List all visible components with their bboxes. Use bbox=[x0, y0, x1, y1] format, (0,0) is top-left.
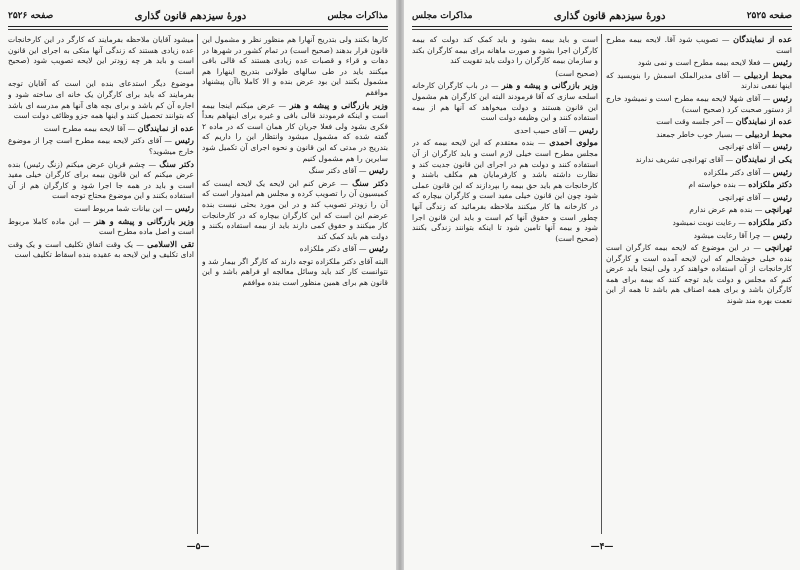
text-column-right bbox=[606, 34, 792, 534]
column-divider bbox=[197, 34, 198, 534]
paragraph-text: تصویب شود آقا. لایحه بیمه مطرح است bbox=[606, 35, 792, 55]
paragraph-text: بنده خواسته ام bbox=[688, 180, 736, 190]
speaker-name: تهرانچی bbox=[764, 242, 792, 253]
paragraph: رئیس — آقای شهلا لایحه بیمه مطرح است و نمیشود خارج از دستور صحبت کرد (صحیح است) bbox=[606, 92, 792, 114]
speaker-name: رئیس bbox=[772, 92, 792, 103]
paragraph: دکتر ملکزاده — رعایت نوبت نمیشود bbox=[672, 216, 792, 227]
paragraph-text: آقای دکتر سنگ bbox=[308, 166, 357, 176]
paragraph-text: آقای مدیرالملک اسمش را بنویسید که اینها نفعی ندارند bbox=[606, 70, 792, 91]
paragraph-text: عرض میکنم اینجا بیمه است و اینکه فرمودند قالی بافی و غیره برای اینهاهم بعداً فکری بشود ولی فعلا جریان کار همان است که در ماده ۲ گفته شده که مشمول میشود وانتظار این را داریم که بتدریج در مدتی که این قانون و نحوه اجرای آن تکمیل شود سایرین را هم مشمول کنیم bbox=[202, 100, 388, 163]
paragraph: دکتر ملکزاده — بنده خواسته ام bbox=[688, 179, 792, 190]
speaker-name: رئیس bbox=[772, 141, 792, 152]
speaker-name: یکی از نمایندگان bbox=[735, 153, 792, 164]
speaker-name: وزیر بازرگانی و پیشه و هنر bbox=[94, 215, 194, 226]
text-column-left bbox=[8, 34, 194, 534]
page-number: صفحه ۲۵۲۶ bbox=[8, 11, 54, 21]
paragraph: یکی از نمایندگان — آقای تهرانچی تشریف ندارند bbox=[635, 153, 792, 164]
text-column-right bbox=[202, 34, 388, 534]
paragraph: رئیس — چرا آقا رعایت میشود bbox=[693, 229, 792, 240]
paragraph bbox=[8, 78, 194, 121]
paragraph-text: میشود آقایان ملاحظه بفرمایند که کارگر در این کارخانجات عده زیادی هستند که زندگی آنها متکی به اجرای این قانون است و باید هر چه زودتر این لایحه تصویب شود (صحیح است) bbox=[8, 35, 194, 76]
speaker-name: دکتر ملکزاده bbox=[748, 216, 792, 227]
speaker-name: محیط اردبیلی bbox=[745, 128, 792, 139]
paragraph-text: آقا لایحه بیمه مطرح است bbox=[43, 123, 126, 133]
paragraph: وزیر بازرگانی و پیشه و هنر — در باب کارگران کارخانه اسلحه سازی که آقا فرمودند البته این کارگران هم مشمول این قانون هستند و دولت میخواهد که آنها هم از بیمه استفاده کنند و این وظیفه دولت است bbox=[412, 80, 598, 123]
paragraph bbox=[202, 256, 388, 289]
paragraph-text: آقای تهرانچی bbox=[718, 142, 761, 152]
paragraph: رئیس — آقای دکتر ملکزاده bbox=[703, 166, 792, 177]
center-title: دورهٔ سیزدهم قانون گذاری bbox=[134, 10, 247, 22]
paragraph-text: بسیار خوب خاطر جمعند bbox=[656, 129, 733, 139]
paragraph-text: آقای دکتر ملکزاده bbox=[703, 167, 761, 177]
paragraph-text: عرض کنم این لایحه یک لایحه ایست که کمیسیون آن را تصویب کرده و مجلس هم امیدوار است که آن را زودتر تصویب کند و در این مورد بحثی نیست بنده عرضم این است که این کارگران بیچاره که در کارخانجات کار میکنند و حقوق کمی دارند باید از بیمه استفاده بکنند و دولت هم باید کمک کند bbox=[202, 178, 388, 241]
speaker-name: عده از نمایندگان bbox=[733, 34, 792, 44]
page-footer-number: —۵— bbox=[186, 542, 210, 552]
outer-title: مذاکرات مجلس bbox=[412, 11, 473, 21]
header-rule bbox=[412, 26, 792, 27]
speaker-name: رئیس bbox=[368, 243, 388, 254]
paragraph-text: آقای شهلا لایحه بیمه مطرح است و نمیشود خارج از دستور صحبت کرد (صحیح است) bbox=[606, 93, 792, 114]
speaker-name: تقی الاسلامی bbox=[147, 238, 194, 249]
paragraph-text: رعایت نوبت نمیشود bbox=[672, 217, 736, 227]
paragraph: محیط اردبیلی — بسیار خوب خاطر جمعند bbox=[656, 128, 792, 139]
speaker-name: دکتر سنگ bbox=[352, 177, 388, 188]
speaker-name: عده از نمایندگان bbox=[735, 116, 792, 127]
header-rule bbox=[8, 26, 388, 27]
paragraph-text: بنده معتقدم که این لایحه بیمه که در مجلس مطرح است خیلی لازم است و باید کارگران از آن استفاده کنند و دولت هم در اجرای این قانون جدیت کند و نظارت داشته باشد و کارفرمایان هم مکلف باشند و کارخانجات هم باید حق بیمه را بپردازند که این قانون عملی شود چون این قانون خیلی مفید است و کارگران بیچاره که در کارخانه ها کار میکنند ملاحظه بفرمائید که زندگی آنها چطور است و حقوق آنها کم است و باید این قانون اجرا شود و بیمه آنها تامین شود تا اینکه بتوانند زندگی بکنند (صحیح است) bbox=[412, 138, 598, 243]
page-header bbox=[8, 8, 388, 24]
paragraph: عده از نمایندگان — آقا لایحه بیمه مطرح است bbox=[43, 122, 194, 133]
speaker-name: رئیس bbox=[578, 124, 598, 135]
paragraph: دکتر سنگ — عرض کنم این لایحه یک لایحه ایست که کمیسیون آن را تصویب کرده و مجلس هم امیدوار است که آن را زودتر تصویب کند و در این مورد بحثی نیست بنده عرضم این است که این کارگران بیچاره که در کارخانجات کار میکنند و حقوق کمی دارند باید از بیمه استفاده بکنند و دولت هم باید کمک کند bbox=[202, 177, 388, 241]
outer-title: مذاکرات مجلس bbox=[327, 11, 388, 21]
paragraph-text: در باب کارگران کارخانه اسلحه سازی که آقا فرمودند البته این کارگران هم مشمول این قانون هستند و دولت میخواهد که آنها هم از بیمه استفاده کنند و این وظیفه دولت است bbox=[412, 81, 598, 123]
paragraph bbox=[412, 68, 598, 80]
paragraph: عده از نمایندگان — آخر جلسه وقت است bbox=[656, 116, 792, 127]
paragraph-text: البته آقای دکتر ملکزاده توجه دارند که کارگر اگر بیمار شد و نتوانست کار کند باید وسائل معالجه او فراهم باشد و این قانون هم برای همین منظور است بنده موافقم bbox=[202, 256, 388, 288]
paragraph: دکتر سنگ — چشم قربان عرض میکنم (زنگ رئیس) بنده عرض میکنم که این قانون بیمه برای کارگران خیلی مفید است و باید در همه جا اجرا شود و کارگران هم از آن استفاده بکنند و این موضوع محتاج توجه است bbox=[8, 158, 194, 201]
header-rule-thin bbox=[8, 29, 388, 30]
paragraph-text: این ماده کاملا مربوط است و اصل ماده مطرح است bbox=[8, 216, 194, 237]
paragraph: محیط اردبیلی — آقای مدیرالملک اسمش را بنویسید که اینها نفعی ندارند bbox=[606, 69, 792, 91]
paragraph-text: آخر جلسه وقت است bbox=[656, 117, 724, 127]
speaker-name: رئیس bbox=[772, 57, 792, 68]
page-number: صفحه ۲۵۲۵ bbox=[746, 11, 792, 21]
paragraph-text: آقای حبیب احدی bbox=[514, 125, 567, 135]
left-page bbox=[0, 0, 396, 570]
paragraph-text: موضوع دیگر استدعای بنده این است که آقایان توجه بفرمایند که باید برای کارگران یک خانه ای ساخته شود و اجاره آن کم باشد و برای بچه های آنها هم مدرسه ای باشد که بتوانند تحصیل کنند و اینها همه جزو وظائف دولت است bbox=[8, 79, 194, 121]
speaker-name: رئیس bbox=[772, 229, 792, 240]
paragraph: رئیس — آقای تهرانچی bbox=[718, 191, 792, 202]
paragraph: رئیس — فعلا لایحه بیمه مطرح است و نمی شود bbox=[637, 57, 792, 68]
paragraph-text: در این موضوع که لایحه بیمه کارگران است بنده خیلی خوشحالم که این لایحه آمده است و کارگران کارخانجات از آن استفاده خواهند کرد ولی اینجا باید عرض کنم که مجلس و دولت باید توجه کنند که بیمه برای همه کارگران باشد و برای همه اصناف هم باشد تا همه از این نعمت بهره مند شوند bbox=[606, 243, 792, 306]
right-page bbox=[404, 0, 800, 570]
paragraph: مولوی احمدی — بنده معتقدم که این لایحه بیمه که در مجلس مطرح است خیلی لازم است و باید کارگران از آن استفاده کنند و دولت هم در اجرای این قانون جدیت کند و نظارت داشته باشد و کارفرمایان هم مکلف باشند و کارخانجات هم باید حق بیمه را بپردازند که این قانون عملی شود چون این قانون خیلی مفید است و کارگران بیچاره که در کارخانه ها کار میکنند ملاحظه بفرمائید که زندگی آنها چطور است و حقوق آنها کم است و باید این قانون اجرا شود و بیمه آنها تامین شود تا اینکه بتوانند زندگی بکنند (صحیح است) bbox=[412, 137, 598, 243]
paragraph-text: آقای تهرانچی bbox=[718, 192, 761, 202]
speaker-name: رئیس bbox=[174, 135, 194, 146]
speaker-name: رئیس bbox=[772, 191, 792, 202]
paragraph-text: فعلا لایحه بیمه مطرح است و نمی شود bbox=[637, 58, 761, 68]
speaker-name: رئیس bbox=[772, 166, 792, 177]
paragraph: رئیس — آقای حبیب احدی bbox=[514, 124, 598, 135]
page-footer-number: —۴— bbox=[590, 542, 614, 552]
page-header bbox=[412, 8, 792, 24]
book-gutter bbox=[396, 0, 404, 570]
paragraph-text: چرا آقا رعایت میشود bbox=[693, 230, 761, 240]
paragraph: تهرانچی — در این موضوع که لایحه بیمه کارگران است بنده خیلی خوشحالم که این لایحه آمده است و کارگران کارخانجات از آن استفاده خواهند کرد ولی اینجا باید عرض کنم که مجلس و دولت باید توجه کنند که بیمه برای همه کارگران باشد و برای همه اصناف هم باشد تا همه از این نعمت بهره مند شوند bbox=[606, 242, 792, 306]
speaker-name: دکتر سنگ bbox=[159, 158, 194, 169]
speaker-name: وزیر بازرگانی و پیشه و هنر bbox=[289, 99, 388, 110]
paragraph: عده از نمایندگان — تصویب شود آقا. لایحه بیمه مطرح است bbox=[606, 34, 792, 55]
paragraph bbox=[412, 34, 598, 67]
text-column-left bbox=[412, 34, 598, 534]
speaker-name: رئیس bbox=[174, 202, 194, 213]
paragraph-text: آقای دکتر ملکزاده bbox=[299, 244, 357, 254]
paragraph-text: آقای تهرانچی تشریف ندارند bbox=[635, 154, 724, 164]
paragraph: تهرانچی — بنده هم عرض ندارم bbox=[689, 204, 792, 215]
paragraph: رئیس — آقای تهرانچی bbox=[718, 141, 792, 152]
paragraph-text: کارها بکنند ولی بتدریج آنهارا هم منظور نظر و مشمول این قانون قرار بدهند (صحیح است) در تمام کشور در شهرها در دهات و قراء و قصبات عده زیادی هستند که قالی بافی میکنند باید در طی سالهای طولانی بتدریج اینهارا هم مشمول بکنند این بود عرض بنده و الا کاملا باآن پیشنهاد موافقم bbox=[202, 35, 388, 97]
paragraph: رئیس — آقای دکتر لایحه بیمه مطرح است چرا از موضوع خارج میشوید؟ bbox=[8, 135, 194, 156]
speaker-name: عده از نمایندگان bbox=[137, 122, 194, 133]
paragraph-text: این بیانات شما مربوط است bbox=[74, 203, 163, 213]
paragraph: تقی الاسلامی — یک وقت اتفاق تکلیف است و یک وقت ادای تکلیف و این لایحه به عقیده بنده اسقاط تکلیف است bbox=[8, 238, 194, 260]
paragraph-text: بنده هم عرض ندارم bbox=[689, 205, 753, 215]
speaker-name: دکتر ملکزاده bbox=[748, 179, 792, 190]
paragraph: رئیس — این بیانات شما مربوط است bbox=[74, 202, 194, 213]
speaker-name: رئیس bbox=[368, 165, 388, 176]
header-rule-thin bbox=[412, 29, 792, 30]
speaker-name: محیط اردبیلی bbox=[744, 69, 792, 80]
column-divider bbox=[601, 34, 602, 534]
paragraph: رئیس — آقای دکتر سنگ bbox=[308, 165, 388, 176]
paragraph: رئیس — آقای دکتر ملکزاده bbox=[299, 243, 388, 254]
speaker-name: تهرانچی bbox=[764, 204, 792, 215]
paragraph-text: یک وقت اتفاق تکلیف است و یک وقت ادای تکلیف و این لایحه به عقیده بنده اسقاط تکلیف است bbox=[8, 239, 194, 260]
speaker-name: مولوی احمدی bbox=[549, 137, 598, 148]
paragraph-text: آقای دکتر لایحه بیمه مطرح است چرا از موضوع خارج میشوید؟ bbox=[8, 136, 194, 156]
center-title: دورهٔ سیزدهم قانون گذاری bbox=[553, 10, 666, 22]
paragraph bbox=[202, 34, 388, 99]
paragraph-text: چشم قربان عرض میکنم (زنگ رئیس) بنده عرض میکنم که این قانون بیمه برای کارگران خیلی مفید است و باید در همه جا اجرا شود و کارگران هم از آن استفاده بکنند و این موضوع محتاج توجه است bbox=[8, 159, 194, 201]
paragraph-text: (صحیح است) bbox=[555, 68, 598, 78]
speaker-name: وزیر بازرگانی و پیشه و هنر bbox=[501, 80, 598, 91]
paragraph-text: است و باید بیمه بشود و باید کمک کند دولت که بیمه کارگران اجرا بشود و صورت ماهانه برای بیمه کارگران بکند و سازمان بیمه کارگران را دولت باید تقویت کند bbox=[412, 35, 598, 66]
paragraph bbox=[8, 34, 194, 77]
paragraph: وزیر بازرگانی و پیشه و هنر — عرض میکنم اینجا بیمه است و اینکه فرمودند قالی بافی و غیره برای اینهاهم بعداً فکری بشود ولی فعلا جریان کار همان است که در ماده ۲ گفته شده که مشمول میشود وانتظار این را داریم که بتدریج در مدتی که این قانون و نحوه اجرای آن تکمیل شود سایرین را هم مشمول کنیم bbox=[202, 99, 388, 163]
paragraph: وزیر بازرگانی و پیشه و هنر — این ماده کاملا مربوط است و اصل ماده مطرح است bbox=[8, 215, 194, 237]
